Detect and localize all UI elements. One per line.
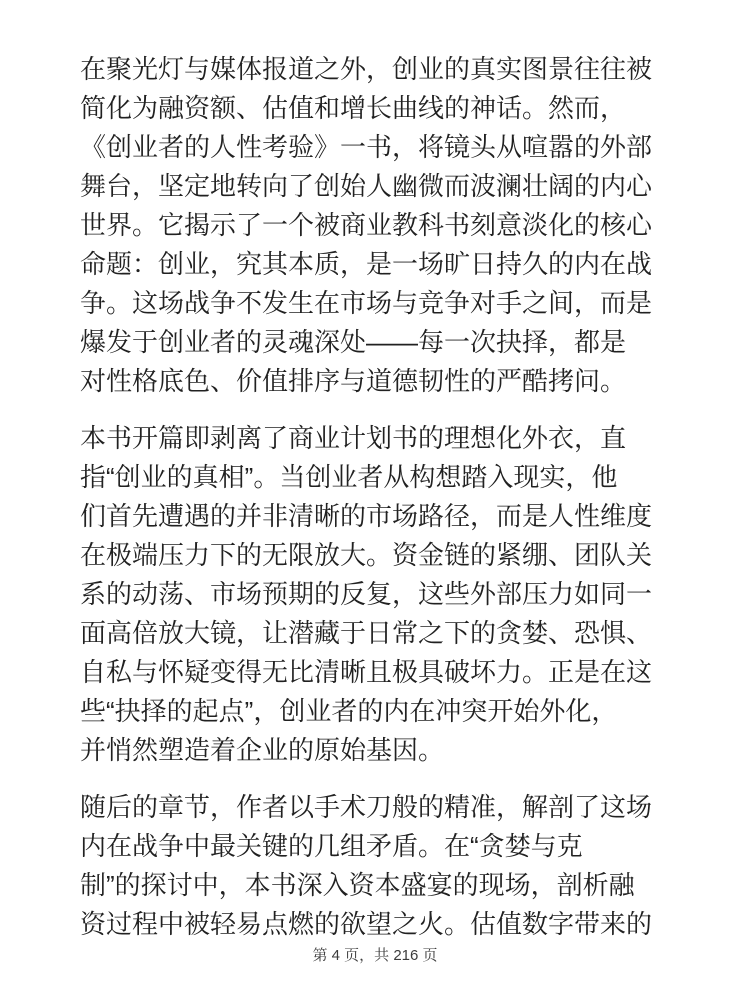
text-line: 指“创业的真相”。当创业者从构想踏入现实，他 xyxy=(80,462,618,492)
text-line: 随后的章节，作者以手术刀般的精准，解剖了这场 xyxy=(80,792,653,822)
text-line: 制”的探讨中，本书深入资本盛宴的现场，剖析融 xyxy=(80,870,635,900)
text-line: 内在战争中最关键的几组矛盾。在“贪婪与克 xyxy=(80,831,583,861)
text-line: 世界。它揭示了一个被商业教科书刻意淡化的核心 xyxy=(80,210,653,240)
paragraph xyxy=(80,788,680,944)
text-line: 资过程中被轻易点燃的欲望之火。估值数字带来的 xyxy=(80,909,653,939)
text-line: 对性格底色、价值排序与道德韧性的严酷拷问。 xyxy=(80,366,627,396)
text-line: 在聚光灯与媒体报道之外，创业的真实图景往往被 xyxy=(80,54,653,84)
document-text xyxy=(80,50,680,962)
text-line: 面高倍放大镜，让潜藏于日常之下的贪婪、恐惧、 xyxy=(80,618,653,648)
text-line: 并悄然塑造着企业的原始基因。 xyxy=(80,735,445,765)
text-line: 爆发于创业者的灵魂深处——每一次抉择，都是 xyxy=(80,327,627,357)
text-line: 《创业者的人性考验》一书，将镜头从喧嚣的外部 xyxy=(80,132,653,162)
text-line: 在极端压力下的无限放大。资金链的紧绷、团队关 xyxy=(80,540,653,570)
text-line: 舞台，坚定地转向了创始人幽微而波澜壮阔的内心 xyxy=(80,171,653,201)
page-number-indicator: 第 4 页，共 216 页 xyxy=(312,947,438,964)
text-line: 自私与怀疑变得无比清晰且极具破坏力。正是在这 xyxy=(80,657,653,687)
text-line: 些“抉择的起点”，创业者的内在冲突开始外化， xyxy=(80,696,618,726)
text-line: 命题：创业，究其本质，是一场旷日持久的内在战 xyxy=(80,249,653,279)
text-line: 系的动荡、市场预期的反复，这些外部压力如同一 xyxy=(80,579,653,609)
paragraph xyxy=(80,419,680,770)
text-line: 们首先遭遇的并非清晰的市场路径，而是人性维度 xyxy=(80,501,653,531)
text-line: 本书开篇即剥离了商业计划书的理想化外衣，直 xyxy=(80,423,627,453)
paragraph xyxy=(80,50,680,401)
text-line: 简化为融资额、估值和增长曲线的神话。然而， xyxy=(80,93,627,123)
text-line: 争。这场战争不发生在市场与竞争对手之间，而是 xyxy=(80,288,653,318)
